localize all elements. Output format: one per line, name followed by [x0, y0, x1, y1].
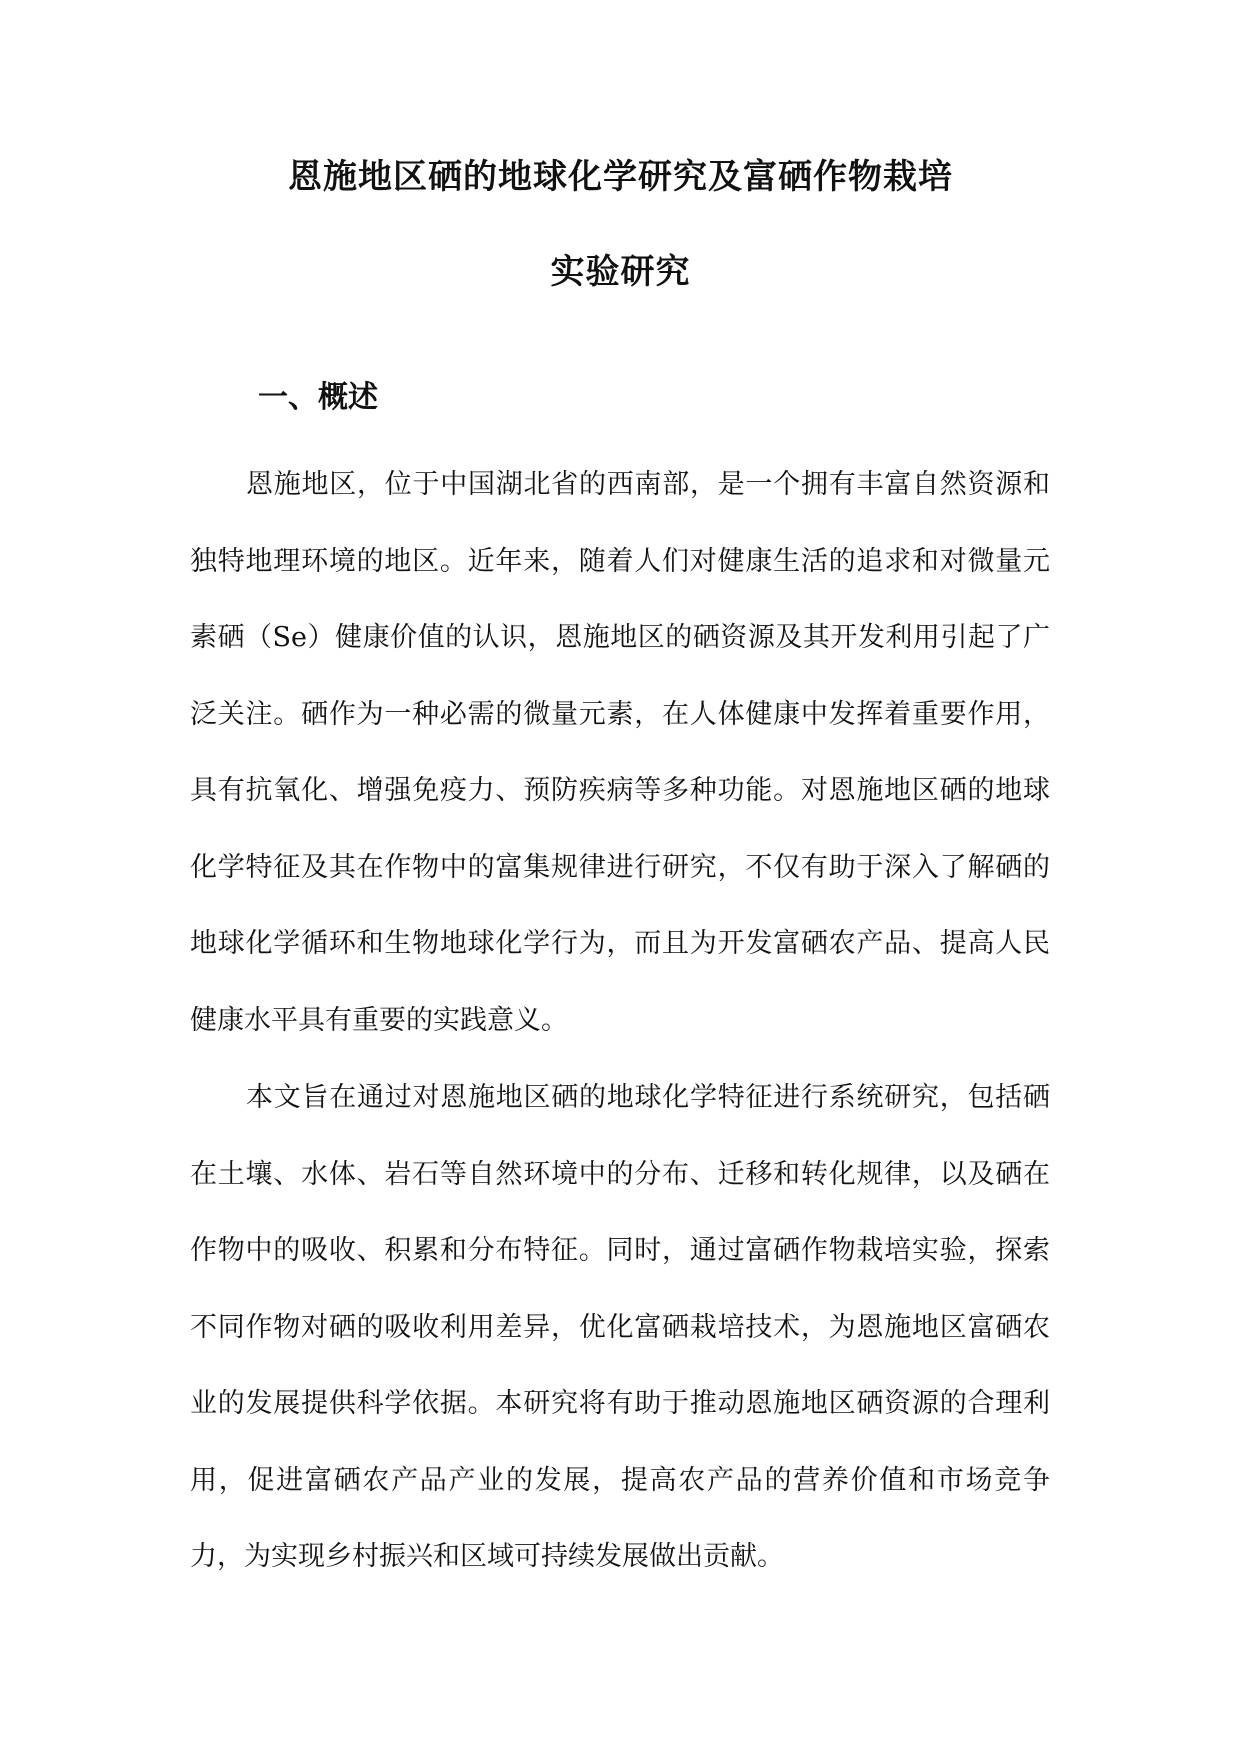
paragraph-1: 恩施地区，位于中国湖北省的西南部，是一个拥有丰富自然资源和独特地理环境的地区。近年来，随着人们对健康生活的追求和对微量元素硒（Se）健康价值的认识，恩施地区的硒资源及其开发利用引起了广泛关注。硒作为一种必需的微量元素，在人体健康中发挥着重要作用，具有抗氧化、增强免疫力、预防疾病等多种功能。对恩施地区硒的地球化学特征及其在作物中的富集规律进行研究，不仅有助于深入了解硒的地球化学循环和生物地球化学行为，而且为开发富硒农产品、提高人民健康水平具有重要的实践意义。: [190, 469, 1050, 1036]
section-heading: 一、概述: [258, 380, 378, 415]
paragraph-2: 本文旨在通过对恩施地区硒的地球化学特征进行系统研究，包括硒在土壤、水体、岩石等自然环境中的分布、迁移和转化规律，以及硒在作物中的吸收、积累和分布特征。同时，通过富硒作物栽培实验，探索不同作物对硒的吸收利用差异，优化富硒栽培技术，为恩施地区富硒农业的发展提供科学依据。本研究将有助于推动恩施地区硒资源的合理利用，促进富硒农产品产业的发展，提高农产品的营养价值和市场竞争力，为实现乡村振兴和区域可持续发展做出贡献。: [190, 1082, 1050, 1572]
document-title-line-2: 实验研究: [550, 252, 691, 292]
document-title-line-1: 恩施地区硒的地球化学研究及富硒作物栽培: [288, 157, 953, 197]
